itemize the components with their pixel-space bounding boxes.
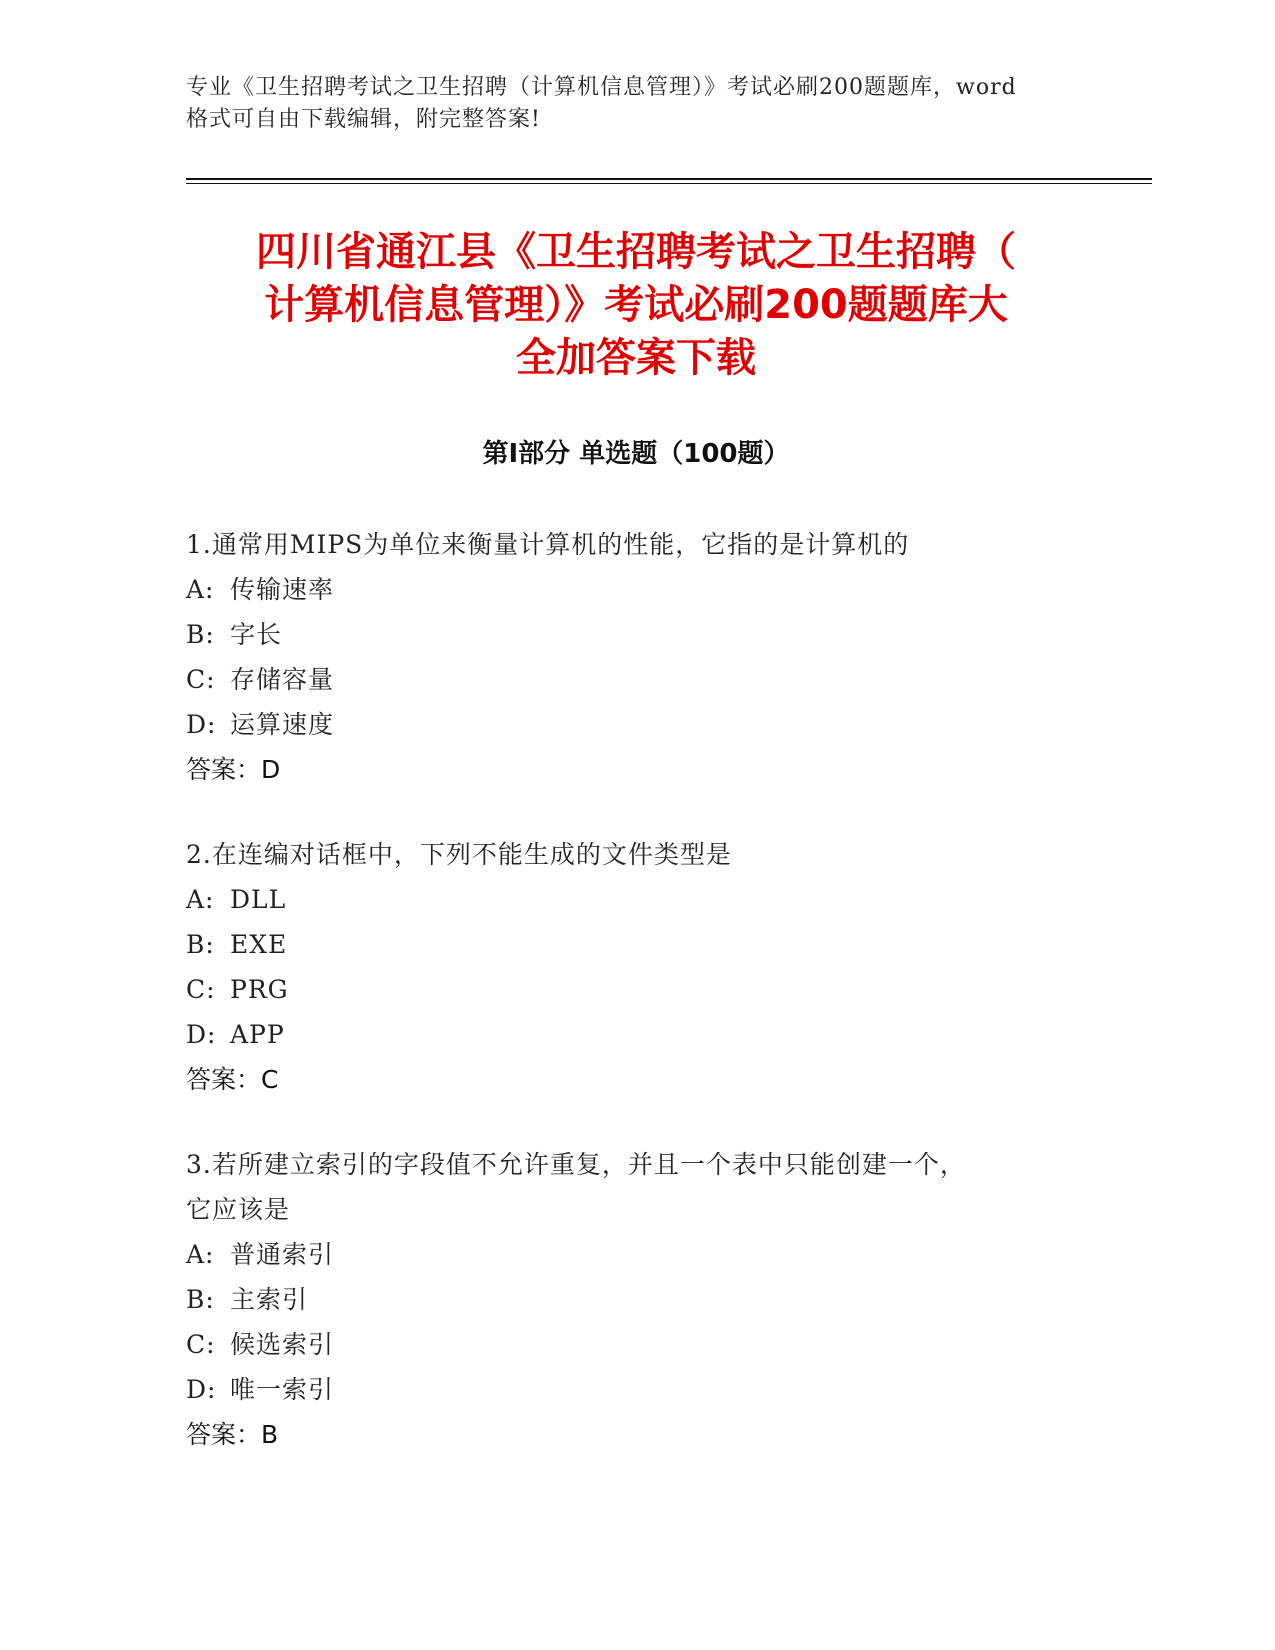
option-b	[186, 612, 1086, 657]
option-letter: D:	[186, 710, 217, 739]
option-d	[186, 1367, 1086, 1412]
option-letter: B:	[186, 620, 215, 649]
answer-label: 答案：D	[186, 755, 281, 784]
question-stem: 1.通常用MIPS为单位来衡量计算机的性能，它指的是计算机的	[186, 530, 910, 559]
question-1	[186, 522, 1086, 792]
option-a	[186, 877, 1086, 922]
option-b	[186, 922, 1086, 967]
header-note	[186, 72, 1086, 136]
option-text: 主索引	[230, 1285, 309, 1314]
option-letter: C:	[186, 1330, 216, 1359]
option-text: APP	[230, 1020, 285, 1049]
option-text: EXE	[230, 930, 288, 959]
option-d	[186, 1012, 1086, 1057]
option-a	[186, 567, 1086, 612]
option-letter: D:	[186, 1020, 217, 1049]
option-letter: B:	[186, 930, 215, 959]
option-text: 运算速度	[230, 710, 335, 739]
option-letter: B:	[186, 1285, 215, 1314]
header-divider-thick	[186, 178, 1152, 180]
option-c	[186, 967, 1086, 1012]
option-text: 存储容量	[230, 665, 335, 694]
question-stem: 3.若所建立索引的字段值不允许重复，并且一个表中只能创建一个，	[186, 1150, 966, 1179]
option-c	[186, 657, 1086, 702]
option-letter: D:	[186, 1375, 217, 1404]
option-a	[186, 1232, 1086, 1277]
document-title-line-3: 全加答案下载	[516, 335, 756, 381]
document-title	[186, 226, 1086, 385]
option-d	[186, 702, 1086, 747]
question-3	[186, 1142, 1086, 1457]
option-letter: C:	[186, 975, 216, 1004]
option-text: 字长	[230, 620, 283, 649]
option-text: DLL	[230, 885, 287, 914]
option-text: 唯一索引	[230, 1375, 335, 1404]
option-text: 候选索引	[230, 1330, 335, 1359]
question-stem: 2.在连编对话框中，下列不能生成的文件类型是	[186, 840, 732, 869]
option-b	[186, 1277, 1086, 1322]
answer-label: 答案：B	[186, 1420, 279, 1449]
question-list	[186, 522, 1086, 1497]
option-c	[186, 1322, 1086, 1367]
option-letter: C:	[186, 665, 216, 694]
header-divider-thin	[186, 183, 1152, 184]
question-stem-continued: 它应该是	[186, 1195, 291, 1224]
header-note-line-2: 格式可自由下载编辑，附完整答案!	[186, 107, 541, 132]
header-note-line-1: 专业《卫生招聘考试之卫生招聘（计算机信息管理）》考试必刷200题题库，word	[186, 75, 1017, 100]
option-text: 普通索引	[230, 1240, 335, 1269]
option-letter: A:	[186, 575, 215, 604]
option-text: 传输速率	[230, 575, 335, 604]
document-title-line-2: 计算机信息管理）》考试必刷200题题库大	[264, 282, 1008, 328]
section-title: 第Ⅰ部分 单选题（100题）	[482, 439, 790, 469]
document-title-line-1: 四川省通江县《卫生招聘考试之卫生招聘（	[256, 229, 1016, 275]
answer-label: 答案：C	[186, 1065, 279, 1094]
question-2	[186, 832, 1086, 1102]
option-text: PRG	[230, 975, 289, 1004]
option-letter: A:	[186, 885, 215, 914]
option-letter: A:	[186, 1240, 215, 1269]
